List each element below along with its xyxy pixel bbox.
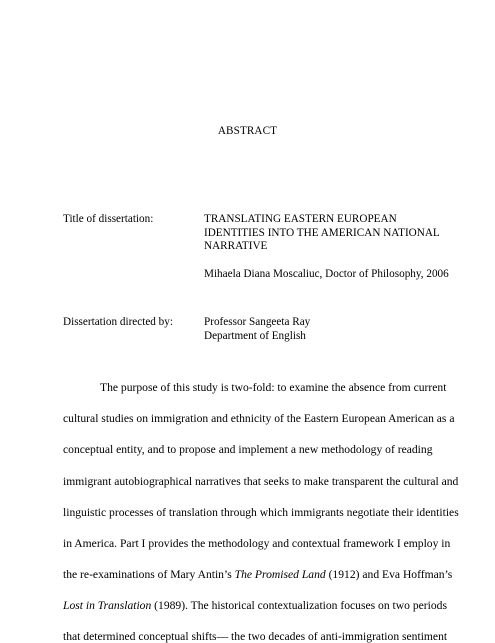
dissertation-title [204, 213, 440, 254]
title-label: Title of dissertation: [63, 213, 154, 225]
title-line: TRANSLATING EASTERN EUROPEAN [204, 213, 397, 225]
book-title-lost-in-translation: Lost in Translation [63, 599, 152, 612]
director-label: Dissertation directed by: [63, 316, 173, 328]
book-title-promised-land: The Promised Land [234, 568, 326, 581]
title-line: IDENTITIES INTO THE AMERICAN NATIONAL [204, 226, 440, 239]
director-block [204, 316, 310, 343]
body-line: The purpose of this study is two-fold: to examine the absence from current [100, 381, 447, 394]
body-line: linguistic processes of translation through which immigrants negotiate their identities [63, 506, 459, 519]
abstract-heading: ABSTRACT [217, 125, 278, 137]
body-text: the re-examinations of Mary Antin’s [63, 568, 235, 581]
title-line: NARRATIVE [204, 240, 268, 252]
author-line: Mihaela Diana Moscaliuc, Doctor of Philosophy, 2006 [204, 268, 449, 280]
body-line: that determined conceptual shifts— the two decades of anti-immigration sentiment [63, 630, 448, 643]
body-line: conceptual entity, and to propose and implement a new methodology of reading [63, 443, 433, 456]
body-text: (1989). The historical contextualization focuses on two periods [151, 599, 447, 612]
body-line: in America. Part I provides the methodology and contextual framework I employ in [63, 537, 451, 550]
body-line: cultural studies on immigration and ethnicity of the Eastern European American as a [63, 412, 455, 425]
director-department: Department of English [204, 329, 306, 342]
director-name: Professor Sangeeta Ray [204, 316, 311, 328]
body-line [63, 568, 453, 581]
body-text: (1912) and Eva Hoffman’s [325, 568, 453, 581]
body-line: immigrant autobiographical narratives that seeks to make transparent the cultural and [63, 475, 459, 488]
body-line [63, 599, 447, 612]
